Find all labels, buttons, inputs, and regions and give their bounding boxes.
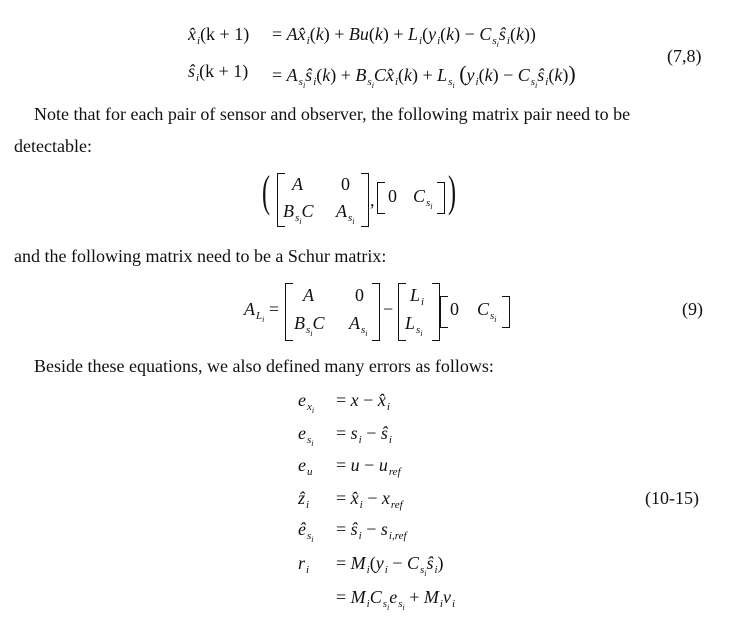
matrix-c-cell-1: 0	[388, 186, 397, 206]
eq9-matrix-a-cell-12: 0	[355, 285, 364, 305]
eq9-matrix-a-left-bracket	[285, 283, 293, 341]
matrix-a-cell-22: $A_{s_i}$	[336, 201, 355, 226]
equation-7-rhs: = $Ax̂_i(k) + Bu(k) + L_i(y_i(k)$ − $C_{s_i}ŝ_i(k)$)	[272, 24, 536, 49]
matrix-a-cell-11: A	[292, 174, 303, 194]
equation-8-rhs: = $A_{s_i}ŝ_i(k)$ + $B_{s_i}Cx̂_i(k) + L_{s_i}$ ($y_i(k)$ − $C_{s_i}ŝ_i(k)$)	[272, 61, 576, 90]
eq9-matrix-l-right-bracket	[432, 283, 440, 341]
eq10-lhs: $e_{x_i}$	[298, 390, 315, 415]
matrix-c-right-bracket	[437, 182, 445, 214]
eq9-matrix-a-cell-22: $A_{s_i}$	[349, 313, 368, 338]
eq9-matrix-c-left-bracket	[440, 296, 448, 328]
eq10-rhs: = $x - x̂_i$	[336, 390, 390, 413]
paragraph-detectable-line2: detectable:	[14, 136, 92, 156]
eq9-matrix-a-right-bracket	[372, 283, 380, 341]
equation-number-7-8: (7,8)	[667, 46, 702, 66]
eq12-rhs: = $u - u_{ref}$	[336, 455, 401, 478]
eq9-minus: −	[383, 299, 394, 319]
equation-number-10-15: (10-15)	[645, 488, 699, 508]
eq14-lhs: $ê_{s_i}$	[298, 519, 314, 544]
eq9-lhs: $A_{L_i}$ =	[244, 299, 280, 324]
eq9-matrix-a-cell-11: A	[303, 285, 314, 305]
eq15-rhs-line2: = $M_iC_{s_i}e_{s_i} + M_iv_i$	[336, 587, 456, 612]
equation-number-9: (9)	[682, 299, 703, 319]
comma: ,	[370, 190, 375, 210]
eq9-matrix-l-cell-1: $L_i$	[410, 285, 425, 308]
left-paren: (	[262, 167, 271, 216]
eq11-lhs: $e_{s_i}$	[298, 423, 314, 448]
matrix-a-right-bracket	[361, 173, 369, 227]
paragraph-errors: Beside these equations, we also defined many errors as follows:	[34, 356, 494, 376]
eq9-matrix-a-cell-21: $B_{s_i}C$	[294, 313, 325, 338]
paragraph-detectable-line1: Note that for each pair of sensor and observer, the following matrix pair need to be	[34, 104, 631, 124]
matrix-a-cell-21: $B_{s_i}C$	[283, 201, 314, 226]
eq13-lhs: ẑ$_i$	[298, 488, 310, 511]
eq9-matrix-l-cell-2: $L_{s_i}$	[405, 313, 423, 338]
eq12-lhs: $e_u$	[298, 455, 313, 478]
matrix-c-cell-2: $C_{s_i}$	[413, 186, 433, 211]
eq14-rhs: = $ŝ_i - s_{i,ref}$	[336, 519, 407, 542]
equation-8-lhs: $ŝ_i(k + 1)$	[188, 61, 249, 84]
eq9-matrix-c-cell-1: 0	[450, 299, 459, 319]
matrix-a-cell-12: 0	[341, 174, 350, 194]
eq13-rhs: = $x̂_i - x_{ref}$	[336, 488, 403, 511]
eq15-lhs: $r_i$	[298, 553, 310, 576]
eq9-matrix-c-cell-2: $C_{s_i}$	[477, 299, 497, 324]
paragraph-schur: and the following matrix need to be a Schur matrix:	[14, 246, 387, 266]
eq9-matrix-c-right-bracket	[502, 296, 510, 328]
equation-7-lhs: $x̂_i(k + 1)$	[188, 24, 250, 47]
matrix-c-left-bracket	[377, 182, 385, 214]
right-paren: )	[448, 167, 457, 216]
eq15-rhs-line1: = $M_i(y_i$ − $C_{s_i}ŝ_i$)	[336, 553, 444, 578]
eq11-rhs: = $s_i$ − $ŝ_i$	[336, 423, 392, 446]
